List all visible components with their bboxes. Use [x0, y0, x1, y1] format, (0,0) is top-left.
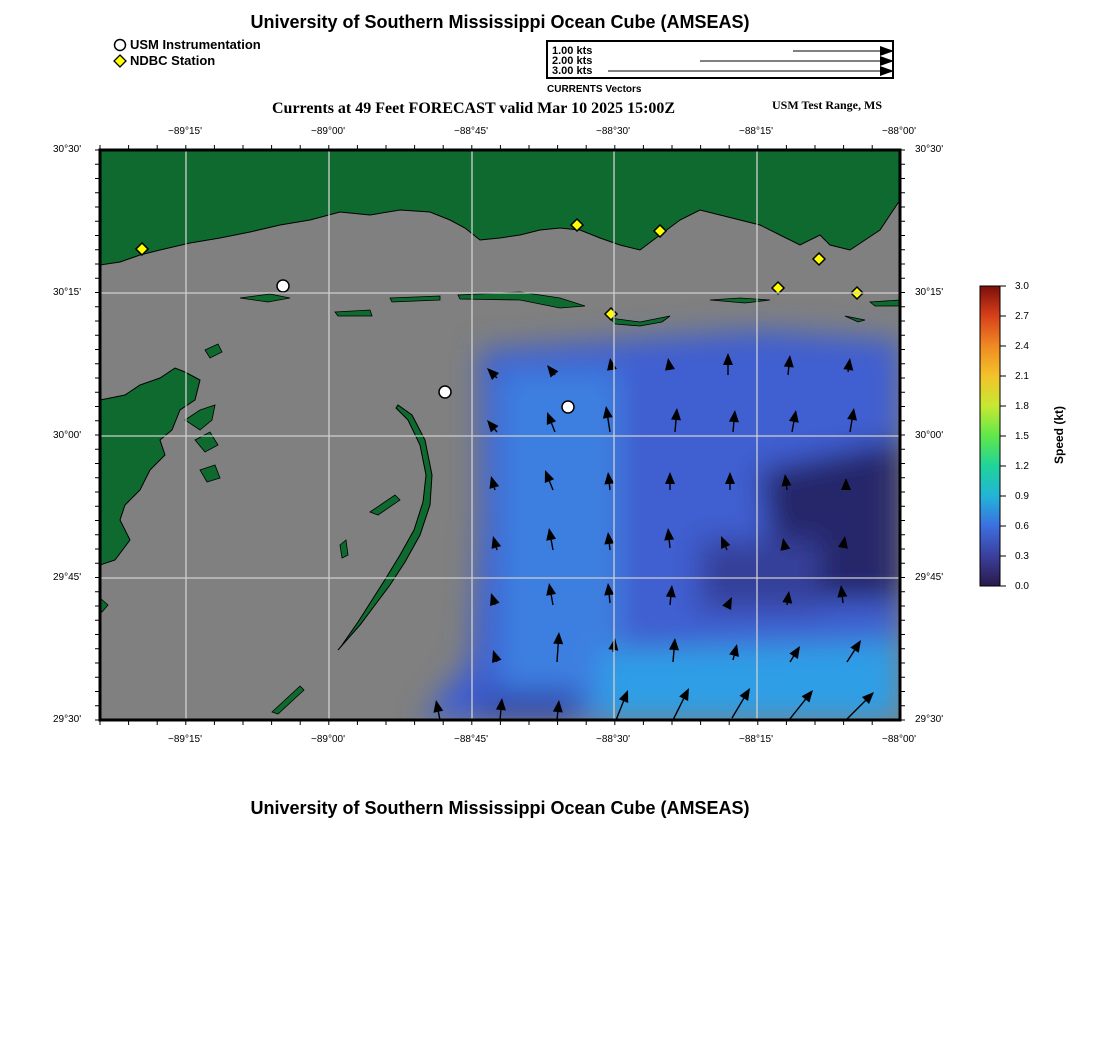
current-vector-shaft [669, 540, 670, 548]
colorbar-label: Speed (kt) [1052, 405, 1067, 465]
lat-tick-right: 29°45' [915, 572, 944, 583]
vector-label-3: 3.00 kts [552, 65, 593, 77]
lat-tick-right: 30°30' [915, 144, 944, 155]
lat-tick-right: 30°00' [915, 430, 944, 441]
current-vector-shaft [788, 367, 789, 375]
colorbar-tick: 0.6 [1015, 521, 1029, 532]
speed-field [420, 330, 900, 720]
lat-tick-right: 30°15' [915, 287, 944, 298]
current-vector-shaft [494, 488, 495, 490]
colorbar-tick: 0.0 [1015, 581, 1029, 592]
lon-tick-top: −88°00' [882, 126, 916, 137]
usm-instrument [562, 401, 574, 413]
current-vector-shaft [609, 484, 610, 490]
lat-tick-left: 30°00' [53, 430, 82, 441]
map-subtitle: Currents at 49 Feet FORECAST valid Mar 10 2025 15:00Z [272, 100, 676, 117]
current-vector-shaft [496, 548, 497, 550]
current-vector-shaft [842, 597, 843, 603]
lat-tick-left: 29°45' [53, 572, 82, 583]
lon-tick-top: −88°15' [739, 126, 773, 137]
lon-tick-top: −88°45' [454, 126, 488, 137]
lat-tick-left: 30°15' [53, 287, 82, 298]
current-vector-shaft [609, 544, 610, 550]
map-title: University of Southern Mississippi Ocean Cube (AMSEAS) [250, 12, 750, 32]
colorbar-tick: 0.3 [1015, 551, 1029, 562]
lat-tick-right: 29°30' [915, 714, 944, 725]
lon-tick-top: −89°00' [311, 126, 345, 137]
colorbar-tick: 3.0 [1015, 281, 1029, 292]
lon-tick-top: −89°15' [168, 126, 202, 137]
current-vector-shaft [554, 374, 555, 375]
current-vector-shaft [786, 486, 787, 490]
lon-tick-bottom: −89°00' [311, 734, 345, 745]
lon-tick-bottom: −88°00' [882, 734, 916, 745]
usm-instrument [439, 386, 451, 398]
vector-caption: CURRENTS Vectors [547, 84, 642, 95]
lon-tick-bottom: −89°15' [168, 734, 202, 745]
current-vector-shaft [609, 595, 610, 603]
colorbar-tick: 0.9 [1015, 491, 1029, 502]
lon-tick-bottom: −88°30' [596, 734, 630, 745]
colorbar-tick: 1.2 [1015, 461, 1029, 472]
legend-ndbc-label: NDBC Station [130, 53, 216, 68]
current-vector-shaft [670, 597, 671, 605]
usm-instrument [277, 280, 289, 292]
colorbar-tick: 2.4 [1015, 341, 1029, 352]
region-label: USM Test Range, MS [772, 98, 883, 112]
lon-tick-top: −88°30' [596, 126, 630, 137]
footer-title: University of Southern Mississippi Ocean Cube (AMSEAS) [250, 798, 750, 818]
colorbar-tick: 1.5 [1015, 431, 1029, 442]
vector-label-2: 2.00 kts [552, 55, 593, 67]
current-vector-shaft [733, 422, 734, 432]
legend-usm-label: USM Instrumentation [130, 37, 261, 52]
colorbar-tick: 2.1 [1015, 371, 1029, 382]
current-vector-shaft [500, 710, 501, 720]
vector-label-1: 1.00 kts [552, 45, 593, 57]
colorbar-tick: 1.8 [1015, 401, 1029, 412]
colorbar-tick: 2.7 [1015, 311, 1029, 322]
lon-tick-bottom: −88°15' [739, 734, 773, 745]
speed-colorbar [975, 282, 1015, 592]
lon-tick-bottom: −88°45' [454, 734, 488, 745]
lat-tick-left: 30°30' [53, 144, 82, 155]
lat-tick-left: 29°30' [53, 714, 82, 725]
